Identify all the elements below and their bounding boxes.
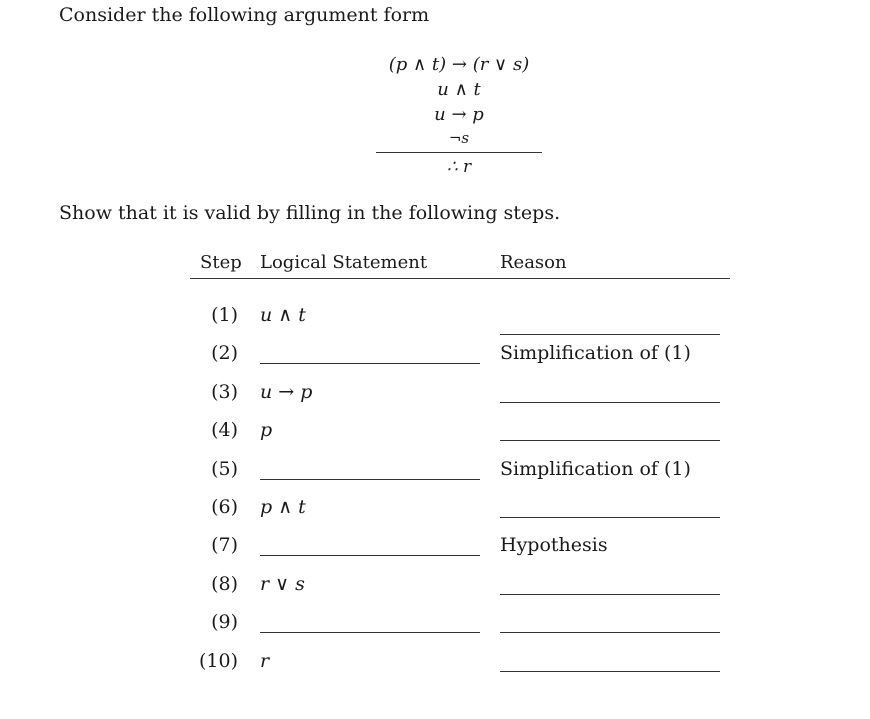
reason-text: Simplification of (1) <box>500 342 691 365</box>
step-number: (7) <box>211 534 238 557</box>
argument-form <box>376 52 542 178</box>
logical-statement: u ∧ t <box>260 304 306 326</box>
statement-blank-line[interactable] <box>260 555 480 556</box>
premise-2: u ∧ t <box>437 79 481 100</box>
step-number: (4) <box>211 419 238 442</box>
step-number: (5) <box>211 457 238 480</box>
step-number: (8) <box>211 572 238 595</box>
argument-divider <box>376 152 542 153</box>
proof-table-body <box>190 279 730 684</box>
table-row <box>190 607 730 645</box>
table-row <box>190 492 730 530</box>
header-reason: Reason <box>500 252 567 273</box>
reason-text: Hypothesis <box>500 534 608 557</box>
step-number: (6) <box>211 495 238 518</box>
step-number: (10) <box>198 649 238 672</box>
logical-statement: p <box>260 419 273 442</box>
reason-blank-line[interactable] <box>500 671 720 672</box>
table-row <box>190 338 730 376</box>
table-row <box>190 415 730 453</box>
statement-blank-line[interactable] <box>260 479 480 480</box>
step-number: (9) <box>211 611 238 634</box>
logical-statement: u → p <box>260 380 313 403</box>
reason-blank-line[interactable] <box>500 594 720 595</box>
statement-blank-line[interactable] <box>260 363 480 364</box>
reason-blank-line[interactable] <box>500 632 720 633</box>
instruction-text: Show that it is valid by filling in the following steps. <box>59 202 561 224</box>
table-row <box>190 300 730 338</box>
step-number: (2) <box>211 342 238 365</box>
step-number: (1) <box>211 304 238 326</box>
reason-blank-line[interactable] <box>500 440 720 441</box>
statement-blank-line[interactable] <box>260 632 480 633</box>
proof-table-header <box>190 250 730 279</box>
reason-blank-line[interactable] <box>500 517 720 518</box>
step-number: (3) <box>211 380 238 403</box>
reason-blank-line[interactable] <box>500 402 720 403</box>
logical-statement: r ∨ s <box>260 572 305 595</box>
reason-blank-line[interactable] <box>500 334 720 335</box>
logical-statement: r <box>260 649 270 672</box>
table-row <box>190 377 730 415</box>
premise-4: ¬s <box>448 129 470 147</box>
header-step: Step <box>200 252 242 273</box>
header-logical-statement: Logical Statement <box>260 252 428 273</box>
table-row <box>190 530 730 568</box>
table-row <box>190 569 730 607</box>
table-row <box>190 454 730 492</box>
logical-statement: p ∧ t <box>260 495 306 518</box>
argument-conclusion: ∴ r <box>446 157 472 177</box>
premise-3: u → p <box>434 104 484 125</box>
proof-table <box>190 250 730 684</box>
table-row <box>190 646 730 684</box>
premise-1: (p ∧ t) → (r ∨ s) <box>388 54 530 75</box>
reason-text: Simplification of (1) <box>500 457 691 480</box>
intro-text: Consider the following argument form <box>59 4 430 26</box>
